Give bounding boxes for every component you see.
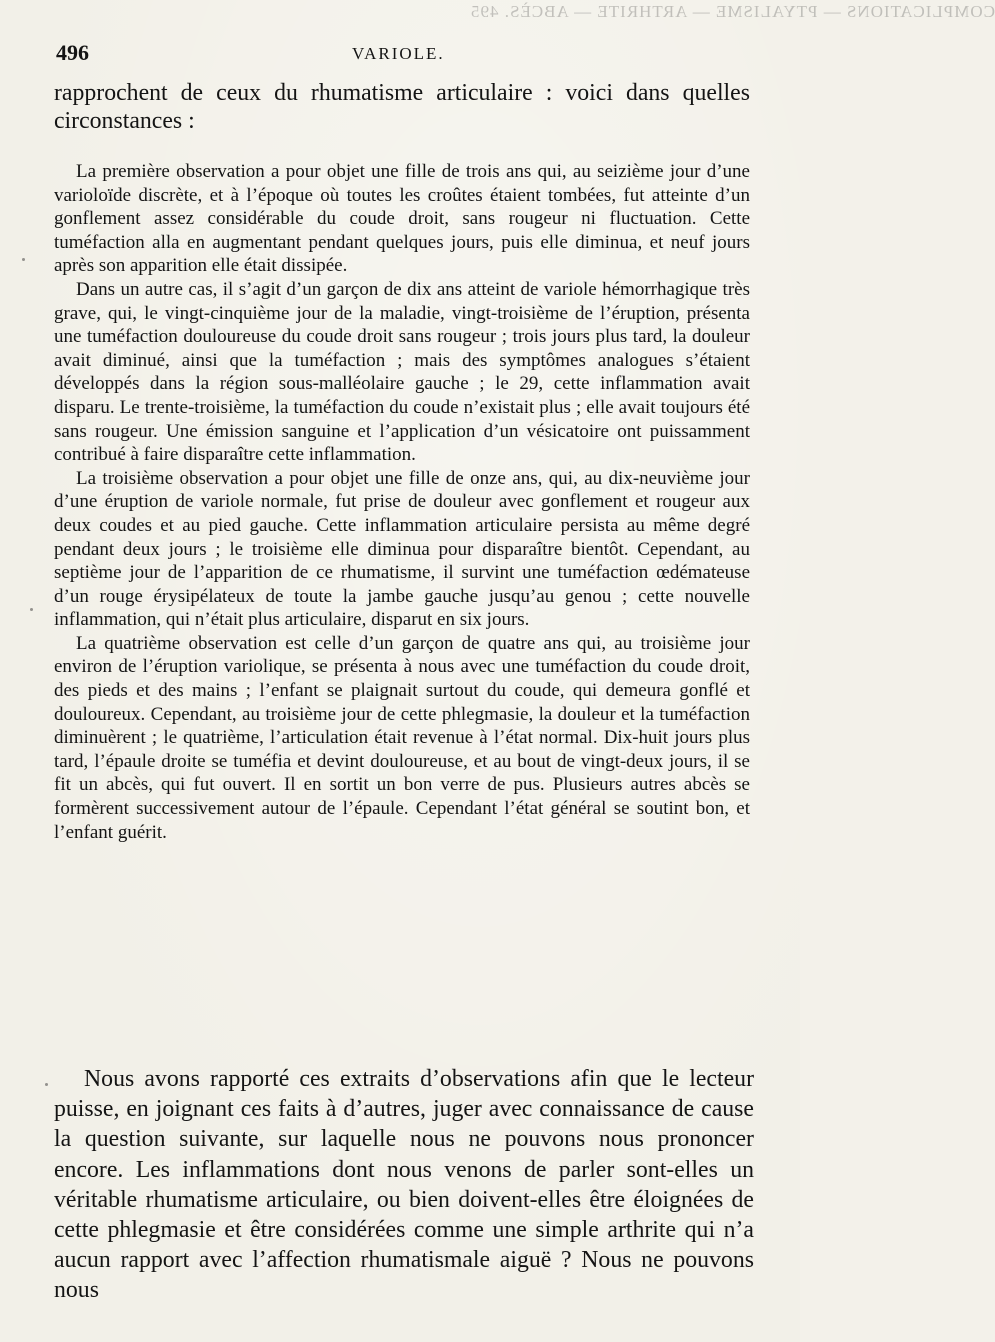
observation-2: Dans un autre cas, il s’agit d’un garçon de dix ans atteint de variole hémorrhagique très grave, qui, le vingt-cinquième jour de la maladie, vingt-troisième de l’éruption, présenta une tuméfaction douloureuse du coude droit sans rougeur ; trois jours plus tard, la douleur avait diminué, ainsi que la tuméfaction ; mais des symptômes analogues s’étaient développés dans la région sous-malléolaire gauche ; le 29, cette inflammation avait disparu. Le trente-troisième, la tuméfaction du coude n’existait plus ; elle avait toujours été sans rougeur. Une émission sanguine et l’application d’un vésicatoire ont puissamment contribué à faire disparaître cette inflammation. <box>54 278 750 466</box>
page-number: 496 <box>56 40 89 65</box>
observation-4: La quatrième observation est celle d’un garçon de quatre ans qui, au troisième jour environ de l’éruption variolique, se présenta à nous avec une tuméfaction du coude droit, des pieds et des mains ; l’enfant se plaignait surtout du coude, qui demeura gonflé et douloureux. Cependant, au troisième jour de cette phlegmasie, la douleur et la tuméfaction diminuèrent ; le quatrième, l’articulation était revenue à l’état normal. Dix-huit jours plus tard, l’épaule droite se tuméfia et devint douloureuse, et au bout de vingt-deux jours, il se fit un abcès, qui fut ouvert. Il en sortit un bon verre de pus. Plusieurs autres abcès se formèrent successivement autour de l’épaule. Cependant l’état général se soutint bon, et l’enfant guérit. <box>54 632 750 843</box>
bleed-through-text: COMPLICATIONS — PTYALISME — ARTHRITE — ABCÈS. 495 <box>470 2 995 21</box>
closing-paragraph-block <box>54 1064 754 1306</box>
page-header <box>56 40 740 70</box>
observation-1: La première observation a pour objet une fille de trois ans qui, au seizième jour d’une varioloïde discrète, et à l’époque où toutes les croûtes étaient tombées, fut atteinte d’un gonflement assez considérable du coude droit, sans rougeur ni fluctuation. Cette tuméfaction alla en augmentant pendant quelques jours, puis elle diminua, et neuf jours après son apparition elle était dissipée. <box>54 161 750 277</box>
lead-in-paragraph: rapprochent de ceux du rhumatisme articulaire : voici dans quelles circonstances : <box>54 80 750 134</box>
running-head: VARIOLE. <box>352 44 445 63</box>
print-speck <box>30 608 33 611</box>
print-speck <box>45 1083 48 1086</box>
observation-3: La troisième observation a pour objet une fille de onze ans, qui, au dix-neuvième jour d’une éruption de variole normale, fut prise de douleur avec gonflement et rougeur aux deux coudes et au pied gauche. Cette inflammation articulaire persista au même degré pendant deux jours ; le troisième elle diminua pour disparaître bientôt. Cependant, au septième jour de l’apparition de ce rhumatisme, il survint une tuméfaction œdémateuse d’un rouge érysipélateux de toute la jambe gauche jusqu’au genou ; cette nouvelle inflammation, qui n’était plus articulaire, disparut en six jours. <box>54 467 750 631</box>
closing-paragraph: Nous avons rapporté ces extraits d’observations afin que le lecteur puisse, en joignant ces faits à d’autres, juger avec connaissance de cause la question suivante, sur laquelle nous ne pouvons nous prononcer encore. Les inflammations dont nous venons de parler sont-elles un véritable rhumatisme articulaire, ou bien doivent-elles être éloignées de cette phlegmasie et être considérées comme une simple arthrite qui n’a aucun rapport avec l’affection rhumatismale aiguë ? Nous ne pouvons nous <box>54 1066 754 1304</box>
observations-excerpt <box>54 160 750 844</box>
print-speck <box>22 258 25 261</box>
